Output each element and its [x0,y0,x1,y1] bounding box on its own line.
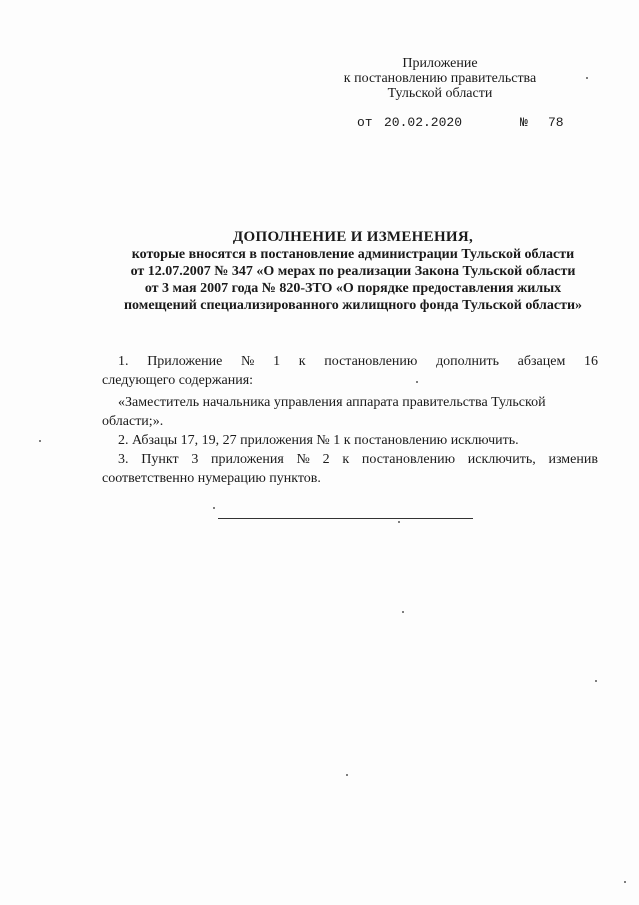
word: Приложение [147,354,223,369]
paragraph-1-line [118,352,598,371]
word: 16 [584,354,598,369]
scan-speck [586,77,588,79]
word: 3 [191,452,199,467]
paragraph-4-line [118,450,598,469]
scan-speck [213,507,215,509]
word: 1. [118,354,129,369]
word: приложения [211,452,284,467]
title-line: помещений специализированного жилищного фонда Тульской области» [123,298,583,313]
title-line: которые вносятся в постановление администрации Тульской области [131,247,575,262]
title-main: ДОПОЛНЕНИЕ И ИЗМЕНЕНИЯ, [232,229,474,245]
word: постановлению [324,354,418,369]
word: Пункт [141,452,179,467]
paragraph-3: 2. Абзацы 17, 19, 27 приложения № 1 к постановлению исключить. [118,433,519,448]
from-label: от [357,115,373,130]
appendix-region: Тульской области [387,86,493,101]
title-line: от 12.07.2007 № 347 «О мерах по реализации Закона Тульской области [130,264,576,279]
document-number: 78 [548,115,564,130]
number-label: № [520,115,528,130]
scan-speck [624,881,626,883]
word: 3. [118,452,129,467]
scan-speck [416,381,418,383]
paragraph-1-continuation: следующего содержания: [102,373,254,388]
word: изменив [548,452,598,467]
separator-line [218,518,473,519]
word: к [298,354,306,369]
word: 1 [273,354,281,369]
scan-speck [39,440,41,442]
paragraph-2-line: «Заместитель начальника управления аппарата правительства Тульской [118,395,546,410]
scan-speck [346,774,348,776]
word: № [296,452,310,467]
scan-speck [402,611,404,613]
appendix-header [340,56,540,101]
document-title [60,229,639,314]
document-date: 20.02.2020 [384,115,463,130]
word: постановлению [361,452,456,467]
word: дополнить [436,354,499,369]
scan-speck [595,680,597,682]
appendix-resolution-ref: к постановлению правительства [343,71,537,86]
document-body [102,352,598,488]
word: исключить, [467,452,536,467]
appendix-label: Приложение [402,56,478,71]
scan-speck [398,521,400,523]
title-line: от 3 мая 2007 года № 820-ЗТО «О порядке предоставления жилых [144,281,562,296]
paragraph-2-continuation: области;». [102,414,164,429]
word: абзацем [517,354,566,369]
word: 2 [322,452,330,467]
word: к [342,452,350,467]
word: № [241,354,255,369]
paragraph-4-continuation: соответственно нумерацию пунктов. [102,471,321,486]
